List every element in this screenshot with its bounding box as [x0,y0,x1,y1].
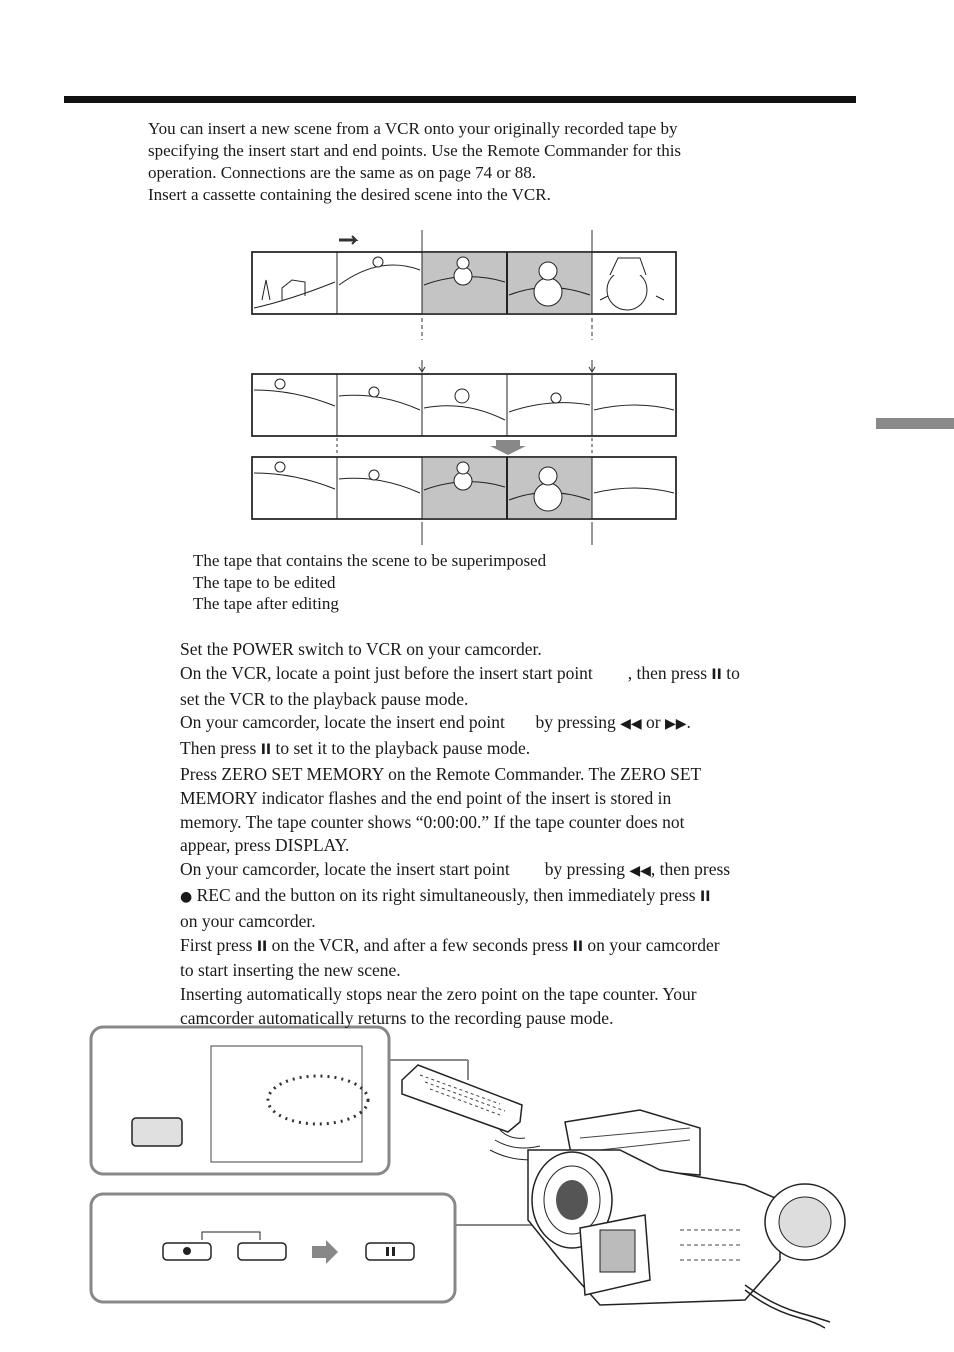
pause-button [366,1243,414,1260]
step-2-cont: set the VCR to the playback pause mode. [180,688,469,709]
step-6: First press II on the VCR, and after a few seconds press II on your camcorder [180,934,720,955]
step-5-cont: ● REC and the button on its right simultaneously, then immediately press II [180,884,711,905]
skier-icon [369,387,379,397]
snowman-icon [539,467,557,485]
pause-icon: II [699,888,711,905]
arrow-down-icon [589,360,595,372]
snowman-icon [373,257,383,267]
camcorder-icon [528,1110,845,1328]
snowman-icon [457,257,469,269]
step-3: On your camcorder, locate the insert end point by pressing ◀◀ or ▶▶. [180,712,691,733]
arrow-down-icon [419,360,425,372]
step-4: Press ZERO SET MEMORY on the Remote Commander. The ZERO SET [180,763,702,784]
step-5: On your camcorder, locate the insert start point by pressing ◀◀, then press [180,859,731,880]
record-icon [183,1247,191,1255]
step-1: Set the POWER switch to VCR on your camcorder. [180,639,542,659]
procedure-steps [180,638,860,1031]
intro-line: You can insert a new scene from a VCR onto your originally recorded tape by [148,119,678,138]
pause-icon: II [256,938,268,955]
step-2: On the VCR, locate a point just before the insert start point , then press II to [180,662,740,683]
step-7: Inserting automatically stops near the zero point on the tape counter. Your [180,984,697,1005]
legend-item: The tape after editing [193,594,339,613]
skier-icon [551,393,561,403]
skier-icon [455,389,469,403]
step-4-cont: appear, press DISPLAY. [180,835,350,856]
source-tape [252,230,676,340]
rewind-icon: ◀◀ [629,863,651,880]
step-3-cont: Then press II to set it to the playback pause mode. [180,738,531,759]
pause-icon: II [572,938,584,955]
edited-tape [252,360,676,456]
intro-line: specifying the insert start and end points. Use the Remote Commander for this [148,141,682,160]
rewind-icon: ◀◀ [620,716,642,733]
zero-set-memory-panel [91,1027,468,1174]
fast-forward-icon: ▶▶ [664,716,687,733]
pause-icon: II [260,742,272,759]
snowman-icon [457,462,469,474]
step-4-cont: memory. The tape counter shows “0:00:00.” If the tape counter does not [180,811,685,832]
snowman-icon [607,270,647,310]
skier-icon [275,462,285,472]
pause-icon: II [711,666,722,683]
intro-line: operation. Connections are the same as on page 74 or 88. [148,163,537,182]
legend-item: The tape that contains the scene to be superimposed [193,551,547,570]
skier-icon [275,379,285,389]
step-4-cont: MEMORY indicator flashes and the end point of the insert is stored in [180,787,672,808]
step-6-cont: to start inserting the new scene. [180,960,401,981]
skier-icon [369,470,379,480]
legend-item: The tape to be edited [193,572,336,592]
snowman-icon [539,262,557,280]
intro-line: Insert a cassette containing the desired scene into the VCR. [148,185,551,204]
diagram-legend [193,550,546,615]
step-5-cont: on your camcorder. [180,910,316,931]
right-button [238,1243,286,1260]
zero-set-memory-button [132,1118,182,1146]
result-tape [252,457,676,545]
arrow-down-icon [490,440,526,455]
step-7-cont: camcorder automatically returns to the recording pause mode. [180,1007,614,1028]
record-icon: ● [180,888,193,905]
remote-commander-icon [402,1065,555,1160]
